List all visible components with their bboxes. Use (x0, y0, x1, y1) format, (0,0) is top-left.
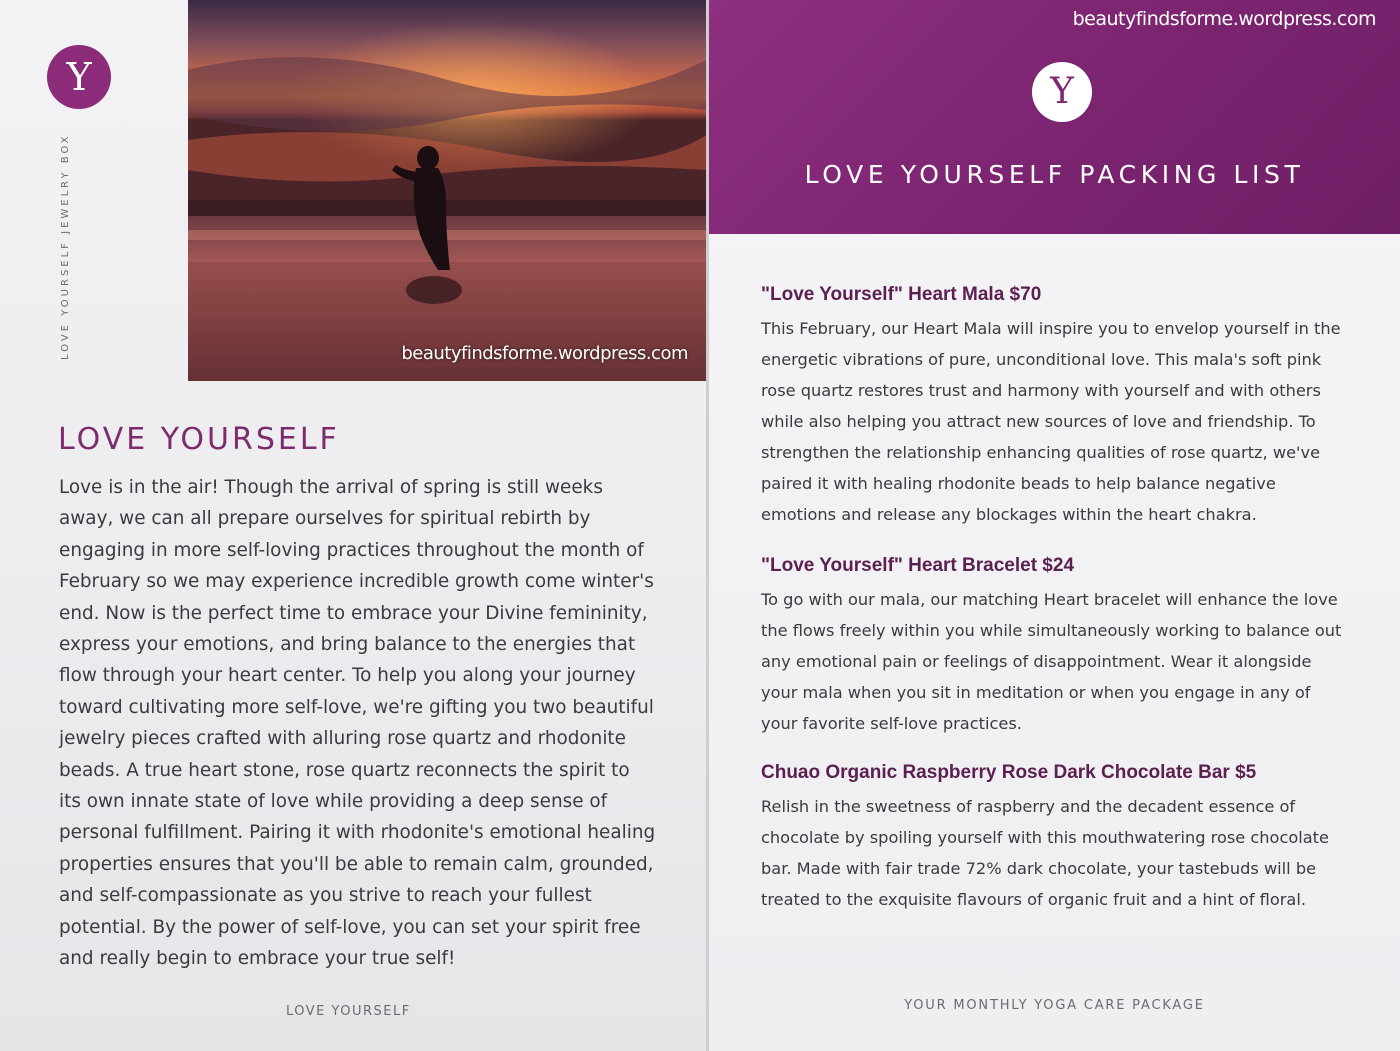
packing-list-title: LOVE YOURSELF PACKING LIST (804, 160, 1305, 189)
list-item (761, 759, 1351, 915)
list-item (761, 281, 1351, 530)
item-title: Chuao Organic Raspberry Rose Dark Chocolate Bar $5 (761, 762, 1257, 783)
item-description: To go with our mala, our matching Heart bracelet will enhance the love the flows freely within you while simultaneously working to balance out any emotional pain or feelings of disappointment. Wear it alongside your mala when you sit in meditation or when you engage in any of your favorite self-love practices. (761, 590, 1342, 733)
sunset-yoga-photo (188, 0, 706, 381)
left-logo-glyph: Y (66, 55, 92, 99)
item-title: "Love Yourself" Heart Bracelet $24 (761, 555, 1075, 576)
item-title: "Love Yourself" Heart Mala $70 (761, 284, 1042, 305)
right-logo-glyph: Y (1050, 71, 1074, 112)
brand-logo-icon (1032, 62, 1092, 122)
left-body-text: Love is in the air! Though the arrival of spring is still weeks away, we can all prepare ourselves for spiritual rebirth by engaging in more self-loving practices throughout the month of February so we may experience incredible growth come winter's end. Now is the perfect time to embrace your Divine femininity, express your emotions, and bring balance to the energies that flow through your heart center. To help you along your journey toward cultivating more self-love, we're gifting you two beautiful jewelry pieces crafted with alluring rose quartz and rhodonite beads. A true heart stone, rose quartz reconnects the spirit to its own innate state of love while providing a deep sense of personal fulfillment. Pairing it with rhodonite's emotional healing properties ensures that you'll be able to remain calm, grounded, and self-compassionate as you strive to reach your fullest potential. By the power of self-love, you can set your spirit free and really begin to embrace your true self! (59, 477, 656, 970)
item-description: Relish in the sweetness of raspberry and the decadent essence of chocolate by spoiling yourself with this mouthwatering rose chocolate bar. Made with fair trade 72% dark chocolate, your tastebuds will be treated to the exquisite flavours of organic fruit and a hint of floral. (761, 797, 1329, 909)
left-title: LOVE YOURSELF (58, 422, 340, 457)
right-footer: YOUR MONTHLY YOGA CARE PACKAGE (904, 998, 1205, 1013)
brand-logo-icon (47, 45, 111, 109)
photo-illustration (188, 0, 706, 381)
left-footer: LOVE YOURSELF (286, 1004, 411, 1019)
list-item (761, 552, 1351, 739)
right-header (709, 0, 1400, 234)
item-description: This February, our Heart Mala will inspire you to envelop yourself in the energetic vibrations of pure, unconditional love. This mala's soft pink rose quartz restores trust and harmony with yourself and with others while also helping you attract new sources of love and friendship. To strengthen the relationship enhancing qualities of rose quartz, we've paired it with healing rhodonite beads to help balance negative emotions and release any blockages within the heart chakra. (761, 319, 1341, 524)
right-card (709, 0, 1400, 1051)
photo-watermark: beautyfindsforme.wordpress.com (401, 343, 688, 364)
header-watermark: beautyfindsforme.wordpress.com (1072, 8, 1376, 30)
vertical-label: LOVE YOURSELF JEWELRY BOX (60, 133, 71, 360)
